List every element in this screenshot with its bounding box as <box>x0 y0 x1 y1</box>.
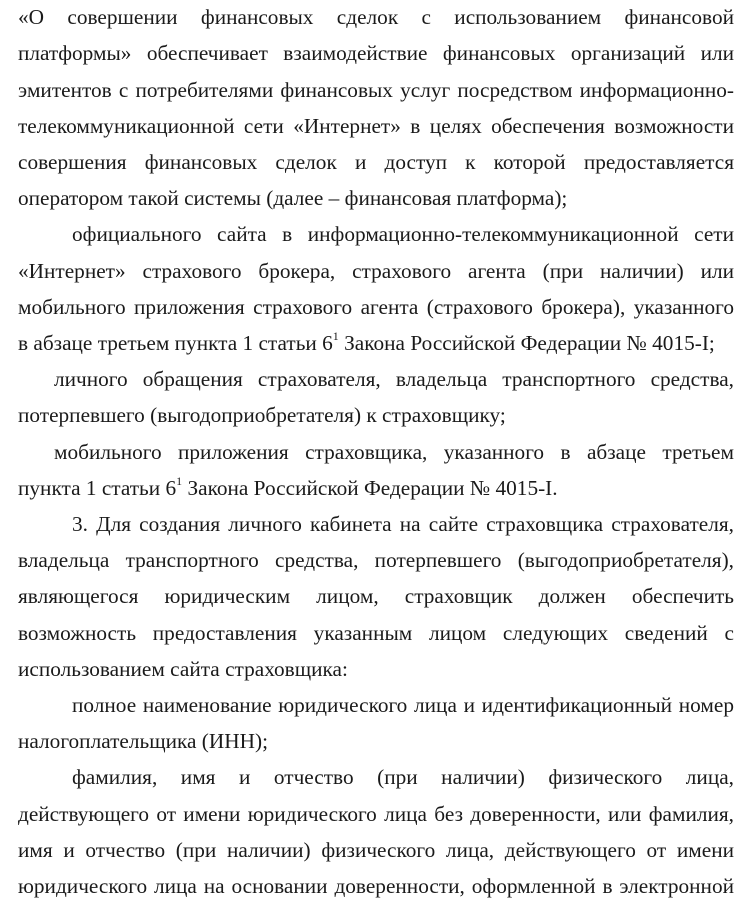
text-line: использованием сайта страховщика: <box>18 657 348 681</box>
text-line-with-superscript <box>18 473 734 503</box>
text-line: действующего от имени юридического лица без доверенности, или фамилия, <box>18 802 734 826</box>
text-line: личного обращения страхователя, владельца транспортного средства, <box>54 367 734 391</box>
text-line: потерпевшего (выгодоприобретателя) к страховщику; <box>18 403 506 427</box>
superscript-index: 1 <box>176 473 183 488</box>
text-line: совершения финансовых сделок и доступ к которой предоставляется <box>18 150 734 174</box>
text-line: эмитентов с потребителями финансовых услуг посредством информационно- <box>18 78 734 102</box>
text-line: налогоплательщика (ИНН); <box>18 729 269 753</box>
text-line: полное наименование юридического лица и идентификационный номер <box>72 693 734 717</box>
line-text-start: пункта 1 статьи 6 <box>18 476 177 500</box>
text-line: юридического лица на основании доверенности, оформленной в электронной <box>18 874 734 898</box>
text-line: официального сайта в информационно-телекоммуникационной сети <box>72 222 734 246</box>
text-line: телекоммуникационной сети «Интернет» в целях обеспечения возможности <box>18 114 734 138</box>
line-text-start: в абзаце третьем пункта 1 статьи 6 <box>18 331 333 355</box>
text-line: платформы» обеспечивает взаимодействие финансовых организаций или <box>18 41 734 65</box>
line-text-end: Закона Российской Федерации № 4015-I. <box>182 476 558 500</box>
text-line: 3. Для создания личного кабинета на сайте страховщика страхователя, <box>72 512 734 536</box>
line-text-end: Закона Российской Федерации № 4015-I; <box>338 331 715 355</box>
superscript-index: 1 <box>332 328 339 343</box>
text-line: фамилия, имя и отчество (при наличии) физического лица, <box>72 765 734 789</box>
text-line: владельца транспортного средства, потерпевшего (выгодоприобретателя), <box>18 548 734 572</box>
text-line: мобильного приложения страховщика, указанного в абзаце третьем <box>54 440 734 464</box>
text-line: мобильного приложения страхового агента (страхового брокера), указанного <box>18 295 734 319</box>
text-line: имя и отчество (при наличии) физического лица, действующего от имени <box>18 838 734 862</box>
text-line: «О совершении финансовых сделок с использованием финансовой <box>18 5 734 29</box>
text-line: возможность предоставления указанным лицом следующих сведений с <box>18 621 734 645</box>
text-line: «Интернет» страхового брокера, страхового агента (при наличии) или <box>18 259 734 283</box>
text-line: оператором такой системы (далее – финансовая платформа); <box>18 186 568 210</box>
text-line: являющегося юридическим лицом, страховщик должен обеспечить <box>18 584 734 608</box>
text-line-with-superscript <box>18 328 734 358</box>
